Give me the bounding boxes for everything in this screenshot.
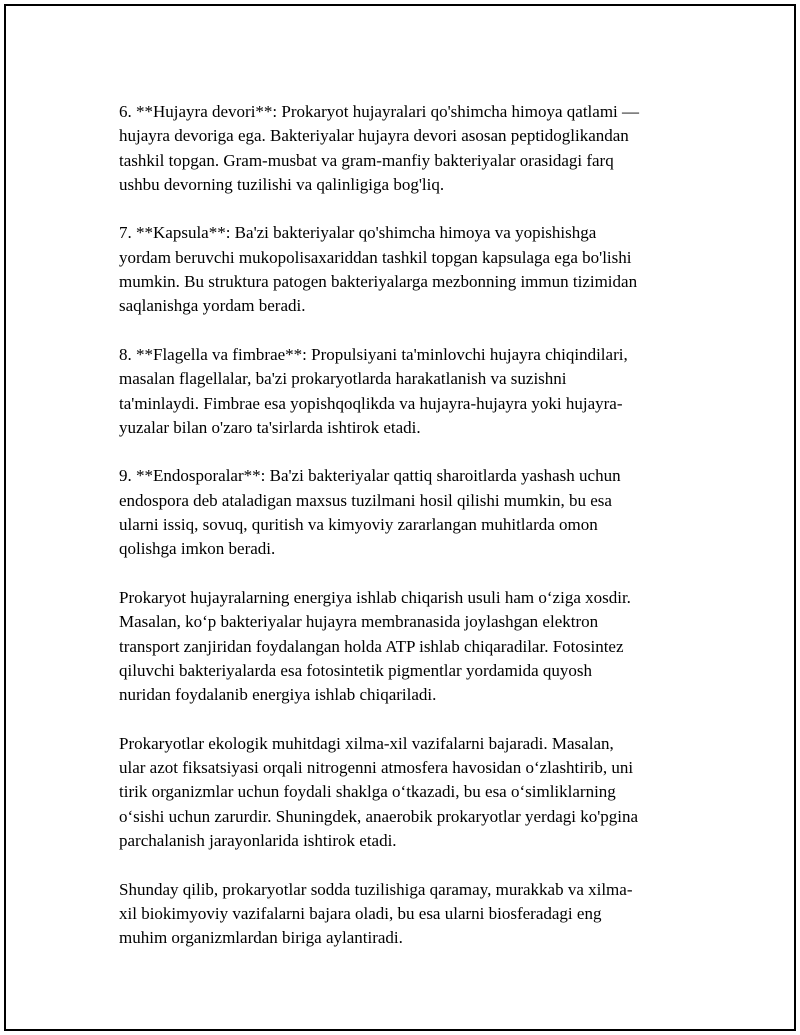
text-line: saqlanishga yordam beradi.	[119, 296, 306, 316]
text-line: Prokaryot hujayralarning energiya ishlab chiqarish usuli ham o‘ziga xosdir.	[119, 587, 631, 607]
paragraph-endospores	[119, 464, 699, 561]
text-line: endospora deb ataladigan maxsus tuzilmani hosil qilishi mumkin, bu esa	[119, 490, 612, 510]
paragraph-flagella	[119, 343, 699, 440]
text-line: 8. **Flagella va fimbrae**: Propulsiyani ta'minlovchi hujayra chiqindilari,	[119, 344, 628, 364]
text-line: 7. **Kapsula**: Ba'zi bakteriyalar qo'shimcha himoya va yopishishga	[119, 223, 597, 243]
paragraph-capsule	[119, 221, 699, 318]
text-line: xil biokimyoviy vazifalarni bajara oladi, bu esa ularni biosferadagi eng	[119, 903, 602, 923]
paragraph-energy	[119, 586, 699, 707]
page-frame	[4, 4, 796, 1031]
text-line: 6. **Hujayra devori**: Prokaryot hujayralari qo'shimcha himoya qatlami —	[119, 102, 640, 121]
text-line: qolishga imkon beradi.	[119, 539, 276, 559]
text-line: yordam beruvchi mukopolisaxariddan tashkil topgan kapsulaga ega bo'lishi	[119, 247, 632, 267]
text-line: qiluvchi bakteriyalarda esa fotosintetik pigmentlar yordamida quyosh	[119, 660, 593, 680]
text-line: tashkil topgan. Gram-musbat va gram-manfiy bakteriyalar orasidagi farq	[119, 150, 614, 170]
text-line: yuzalar bilan o'zaro ta'sirlarda ishtirok etadi.	[119, 417, 421, 437]
text-line: muhim organizmlardan biriga aylantiradi.	[119, 928, 403, 948]
text-line: hujayra devoriga ega. Bakteriyalar hujayra devori asosan peptidoglikandan	[119, 126, 629, 146]
text-line: masalan flagellalar, ba'zi prokaryotlarda harakatlanish va suzishni	[119, 369, 567, 389]
text-line: tirik organizmlar uchun foydali shaklga o‘tkazadi, bu esa o‘simliklarning	[119, 782, 616, 802]
text-line: Shunday qilib, prokaryotlar sodda tuzilishiga qaramay, murakkab va xilma-	[119, 879, 633, 899]
text-line: ularni issiq, sovuq, quritish va kimyoviy zararlangan muhitlarda omon	[119, 515, 598, 535]
text-line: ushbu devorning tuzilishi va qalinligiga bog'liq.	[119, 174, 445, 194]
text-line: ta'minlaydi. Fimbrae esa yopishqoqlikda va hujayra-hujayra yoki hujayra-	[119, 393, 623, 413]
text-line: Prokaryotlar ekologik muhitdagi xilma-xil vazifalarni bajaradi. Masalan,	[119, 733, 614, 753]
text-line: parchalanish jarayonlarida ishtirok etadi.	[119, 830, 397, 850]
text-line: mumkin. Bu struktura patogen bakteriyalarga mezbonning immun tizimidan	[119, 272, 638, 292]
text-line: ular azot fiksatsiyasi orqali nitrogenni atmosfera havosidan o‘zlashtirib, uni	[119, 758, 634, 778]
paragraph-cell-wall	[119, 100, 699, 197]
text-line: nuridan foydalanib energiya ishlab chiqariladi.	[119, 685, 437, 705]
text-line: o‘sishi uchun zarurdir. Shuningdek, anaerobik prokaryotlar yerdagi ko'pgina	[119, 806, 639, 826]
paragraph-conclusion	[119, 878, 699, 951]
text-line: transport zanjiridan foydalangan holda ATP ishlab chiqaradilar. Fotosintez	[119, 636, 624, 656]
text-line: Masalan, ko‘p bakteriyalar hujayra membranasida joylashgan elektron	[119, 612, 599, 632]
paragraph-ecology	[119, 732, 699, 853]
document-body	[119, 100, 699, 950]
text-line: 9. **Endosporalar**: Ba'zi bakteriyalar qattiq sharoitlarda yashash uchun	[119, 466, 621, 486]
